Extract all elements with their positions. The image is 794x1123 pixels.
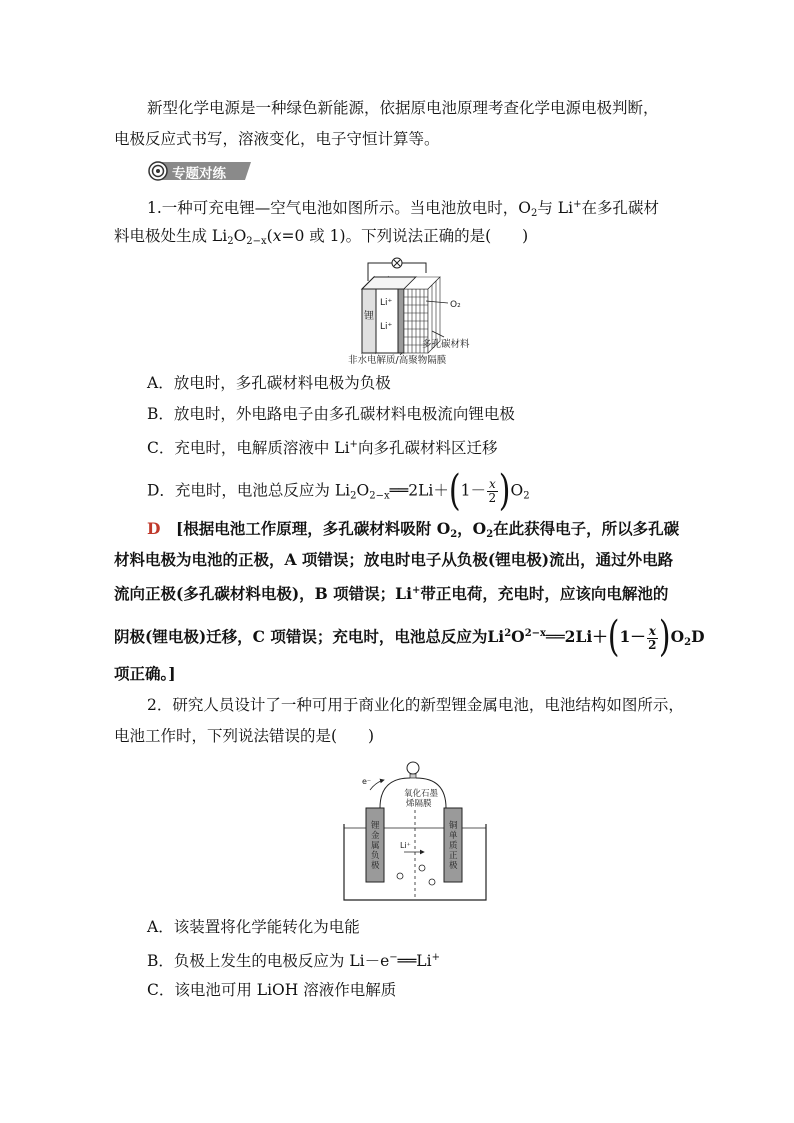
q2-stem-line-2: 电池工作时，下列说法错误的是( )	[114, 727, 375, 745]
fig1-label-carbon: 多孔碳材料	[422, 339, 470, 350]
intro-line-2: 电极反应式书写，溶液变化，电子守恒计算等。	[114, 130, 440, 148]
q2-option-b[interactable]: B．负极上发生的电极反应为 Li－e−══Li+	[147, 952, 440, 970]
q1-answer-line-3: 流向正极(多孔碳材料电极)，B 项错误；Li+带正电荷，充电时，应该向电解池的	[114, 584, 669, 603]
q1-option-a[interactable]: A．放电时，多孔碳材料电极为负极	[147, 374, 391, 392]
fig2-label-membrane-1: 氧化石墨	[404, 789, 439, 799]
fig1-label-li-2: Li⁺	[380, 322, 393, 332]
figure-lithium-metal-battery	[340, 758, 490, 904]
section-badge	[147, 161, 255, 181]
q1-option-b[interactable]: B．放电时，外电路电子由多孔碳材料电极流向锂电极	[147, 405, 515, 423]
fig2-label-right-electrode: 铜单质正极	[449, 821, 458, 871]
fig1-label-lithium: 锂	[364, 311, 374, 322]
q2-option-c[interactable]: C．该电池可用 LiOH 溶液作电解质	[147, 981, 397, 999]
fig1-label-membrane: 非水电解质/高聚物隔膜	[348, 355, 447, 366]
q1-answer-line-2: 材料电极为电池的正极，A 项错误；放电时电子从负极(锂电极)流出，通过外电路	[114, 550, 674, 569]
q1-answer-line-1: D [根据电池工作原理，多孔碳材料吸附 $O_2$，$O_2$在此获得电子，所以多孔碳	[147, 519, 680, 540]
q1-option-d[interactable]: D．充电时，电池总反应为 $Li_2O_{2-x}══2Li+(1-$ $\frac{x}{2}$ )$O_2$	[147, 466, 530, 516]
fig2-label-left-electrode: 锂金属负极	[371, 821, 380, 871]
q1-option-c[interactable]: C．充电时，电解质溶液中 Li+向多孔碳材料区迁移	[147, 439, 498, 457]
q1-stem-line-2: 料电极处生成 $Li_2O_{2-x}(x=0$ 或 1)。下列说法正确的是( )	[114, 227, 529, 247]
answer-letter: D	[147, 519, 161, 538]
fig2-label-membrane-2: 烯隔膜	[406, 799, 432, 809]
fig2-label-electron: e⁻	[362, 777, 372, 786]
fig1-label-o2: O₂	[450, 300, 461, 310]
fig1-label-li-1: Li⁺	[380, 298, 393, 308]
q2-option-a[interactable]: A．该装置将化学能转化为电能	[147, 918, 360, 936]
figure-lithium-air-battery	[340, 255, 490, 367]
intro-line-1: 新型化学电源是一种绿色新能源，依据原电池原理考查化学电源电极判断，	[147, 99, 659, 117]
q1-answer-line-5: 项正确。]	[114, 664, 176, 683]
q1-stem-line-1: 1.一种可充电锂—空气电池如图所示。当电池放电时，$O_2$与 Li+在多孔碳材	[147, 199, 659, 219]
q1-answer-line-4: 阴极(锂电极)迁移，C 项错误；充电时，电池总反应为$Li^2O^{2-x}══2Li+(1-$ $\frac{x}{2}$ )$O_2D$	[114, 612, 705, 662]
fig2-label-li: Li⁺	[400, 841, 411, 850]
section-badge-label: 专题对练	[172, 166, 226, 182]
q2-stem-line-1: 2．研究人员设计了一种可用于商业化的新型锂金属电池，电池结构如图所示，	[147, 696, 684, 714]
